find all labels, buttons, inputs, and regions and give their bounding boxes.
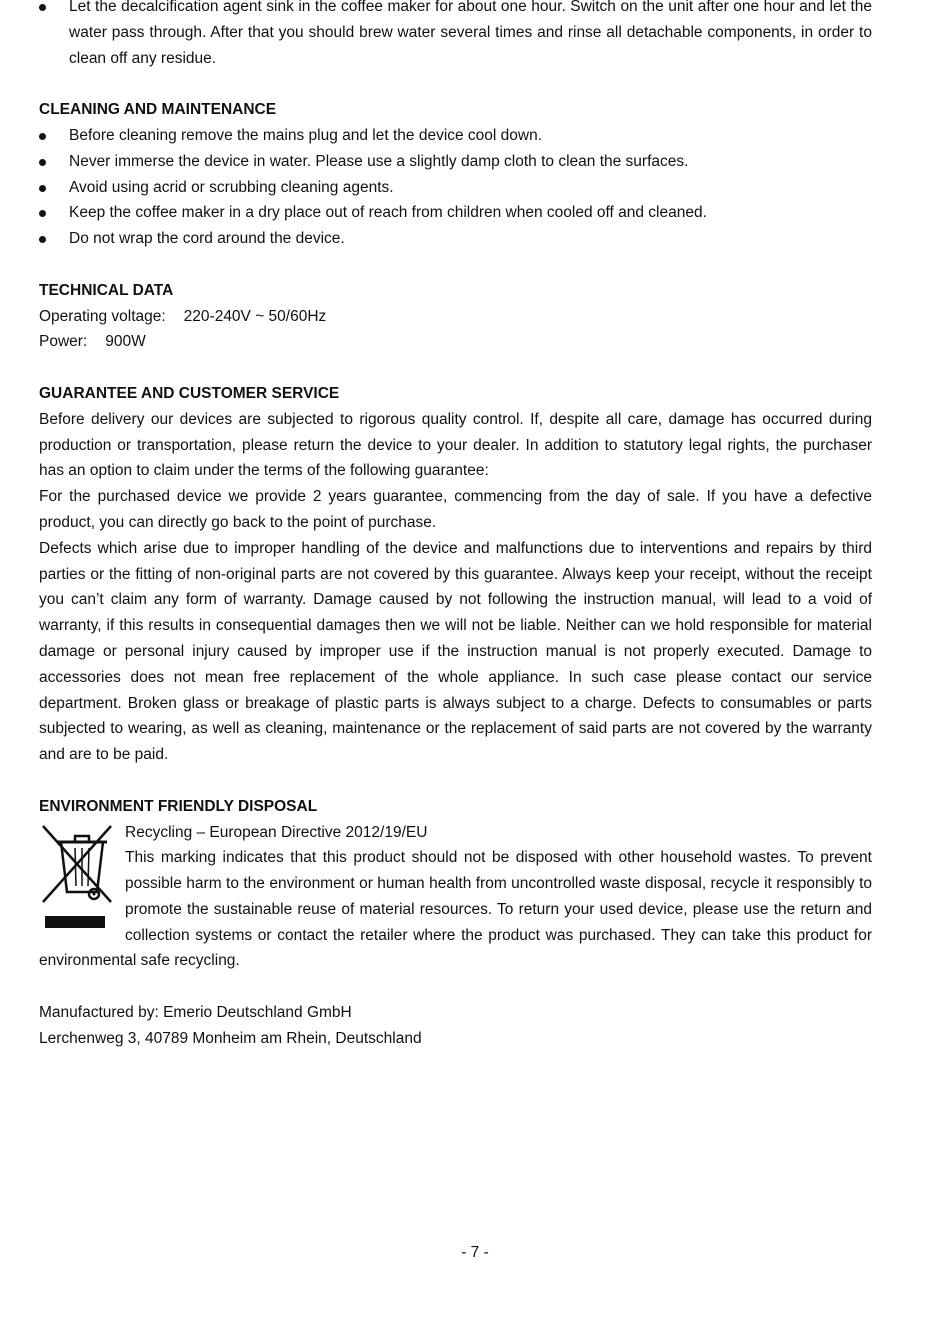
tech-value: 220-240V ~ 50/60Hz [183,307,327,325]
weee-crossed-bin-icon [39,822,125,932]
tech-row-power [39,329,872,355]
disposal-block [39,820,872,975]
guarantee-paragraph: Defects which arise due to improper handling of the device and malfunctions due to interventions and repairs by third parties or the fitting of non-original parts are not covered by this guarantee. Always keep your receipt, without the receipt you can’t claim any form of warranty. Damage caused by not following the instruction manual, will lead to a void of warranty, if this results in consequential damages then we will not be liable. Neither can we hold responsible for material damage or personal injury caused by improper use if the instruction manual is not properly executed. Damage to accessories does not mean free replacement of the whole appliance. In such case please contact our service department. Broken glass or breakage of plastic parts is always subject to a charge. Defects to consumables or parts subjected to wearing, as well as cleaning, maintenance or the replacement of said parts are not covered by the warranty and are to be paid. [39,539,872,764]
disposal-heading: ENVIRONMENT FRIENDLY DISPOSAL [39,797,318,815]
disposal-directive: Recycling – European Directive 2012/19/EU [125,823,428,841]
guarantee-paragraph: For the purchased device we provide 2 years guarantee, commencing from the day of sale. If you have a defective product, you can directly go back to the point of purchase. [39,488,872,531]
tech-label: Operating voltage: [39,307,166,325]
tech-value: 900W [105,333,146,351]
manufacturer-line: Manufactured by: Emerio Deutschland GmbH [39,1004,352,1022]
tech-row-voltage [39,304,872,330]
cleaning-heading: CLEANING AND MAINTENANCE [39,101,277,119]
page-number: - 7 - [461,1244,489,1261]
tech-label: Power: [39,333,88,351]
intro-bullet-list [39,0,872,71]
list-item: Never immerse the device in water. Please use a slightly damp cloth to clean the surfaces. [39,149,872,175]
technical-heading: TECHNICAL DATA [39,281,174,299]
list-item: Avoid using acrid or scrubbing cleaning agents. [39,175,872,201]
list-item: Before cleaning remove the mains plug and let the device cool down. [39,123,872,149]
guarantee-heading: GUARANTEE AND CUSTOMER SERVICE [39,384,340,402]
list-item: Keep the coffee maker in a dry place out of reach from children when cooled off and cleaned. [39,200,872,226]
cleaning-list [39,123,872,252]
list-item: Let the decalcification agent sink in the coffee maker for about one hour. Switch on the unit after one hour and let the water pass through. After that you should brew water several times and rinse all detachable components, in order to clean off any residue. [39,0,872,71]
document-page [39,0,872,1052]
guarantee-paragraph: Before delivery our devices are subjected to rigorous quality control. If, despite all care, damage has occurred during production or transportation, please return the device to your dealer. In addition to statutory legal rights, the purchaser has an option to claim under the terms of the following guarantee: [39,410,872,480]
disposal-text: This marking indicates that this product should not be disposed with other household wastes. To prevent possible harm to the environment or human health from uncontrolled waste disposal, recycle it responsibly to promote the sustainable reuse of material resources. To return your used device, please use the return and collection systems or contact the retailer where the product was purchased. They can take this product for environmental safe recycling. [39,849,872,970]
list-item: Do not wrap the cord around the device. [39,226,872,252]
manufacturer-address: Lerchenweg 3, 40789 Monheim am Rhein, Deutschland [39,1029,422,1047]
